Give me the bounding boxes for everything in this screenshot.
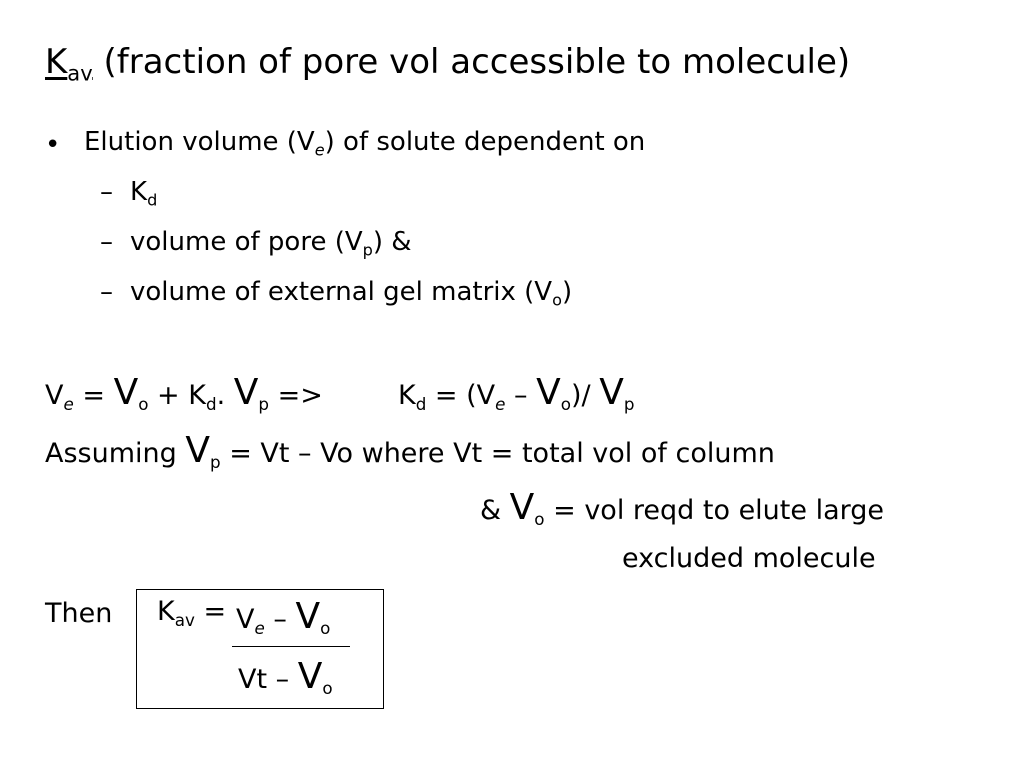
equation-kd: $K_d = (V_e - V_o)/$ $V_p$ [398,372,635,414]
title-rest: (fraction of pore vol accessible to molecule) [92,42,851,82]
kav-lhs: $K_{av}$ = [157,596,227,630]
equation-vo-definition: & $V_o$ = vol reqd to elute large [480,487,884,529]
subitem-kd: $K_d$ [130,177,158,210]
then-label: Then [45,598,113,629]
equation-excluded-molecule: excluded molecule [622,543,876,574]
bullet-marker: • [45,130,61,160]
fraction-bar [232,646,350,647]
slide-title [45,42,851,86]
dash-3: – [100,277,113,307]
title-k: $K_{av}$ [45,42,93,86]
dash-1: – [100,177,113,207]
equation-ve: $V_e = V_o + K_d$. $V_p$ => [45,372,323,414]
dash-2: – [100,227,113,257]
kav-numerator: $V_e - V_o$ [236,596,331,638]
equation-assuming: Assuming $V_p = Vt - Vo$ where Vt = total vol of column [45,430,775,472]
bullet-elution-volume: Elution volume $(V_e)$ of solute dependent on [84,127,646,160]
kav-denominator: Vt – $V_o$ [238,656,333,698]
subitem-pore-volume: volume of pore $(V_p)$ & [130,227,412,260]
subitem-external-matrix: volume of external gel matrix $(V_o)$ [130,277,573,310]
